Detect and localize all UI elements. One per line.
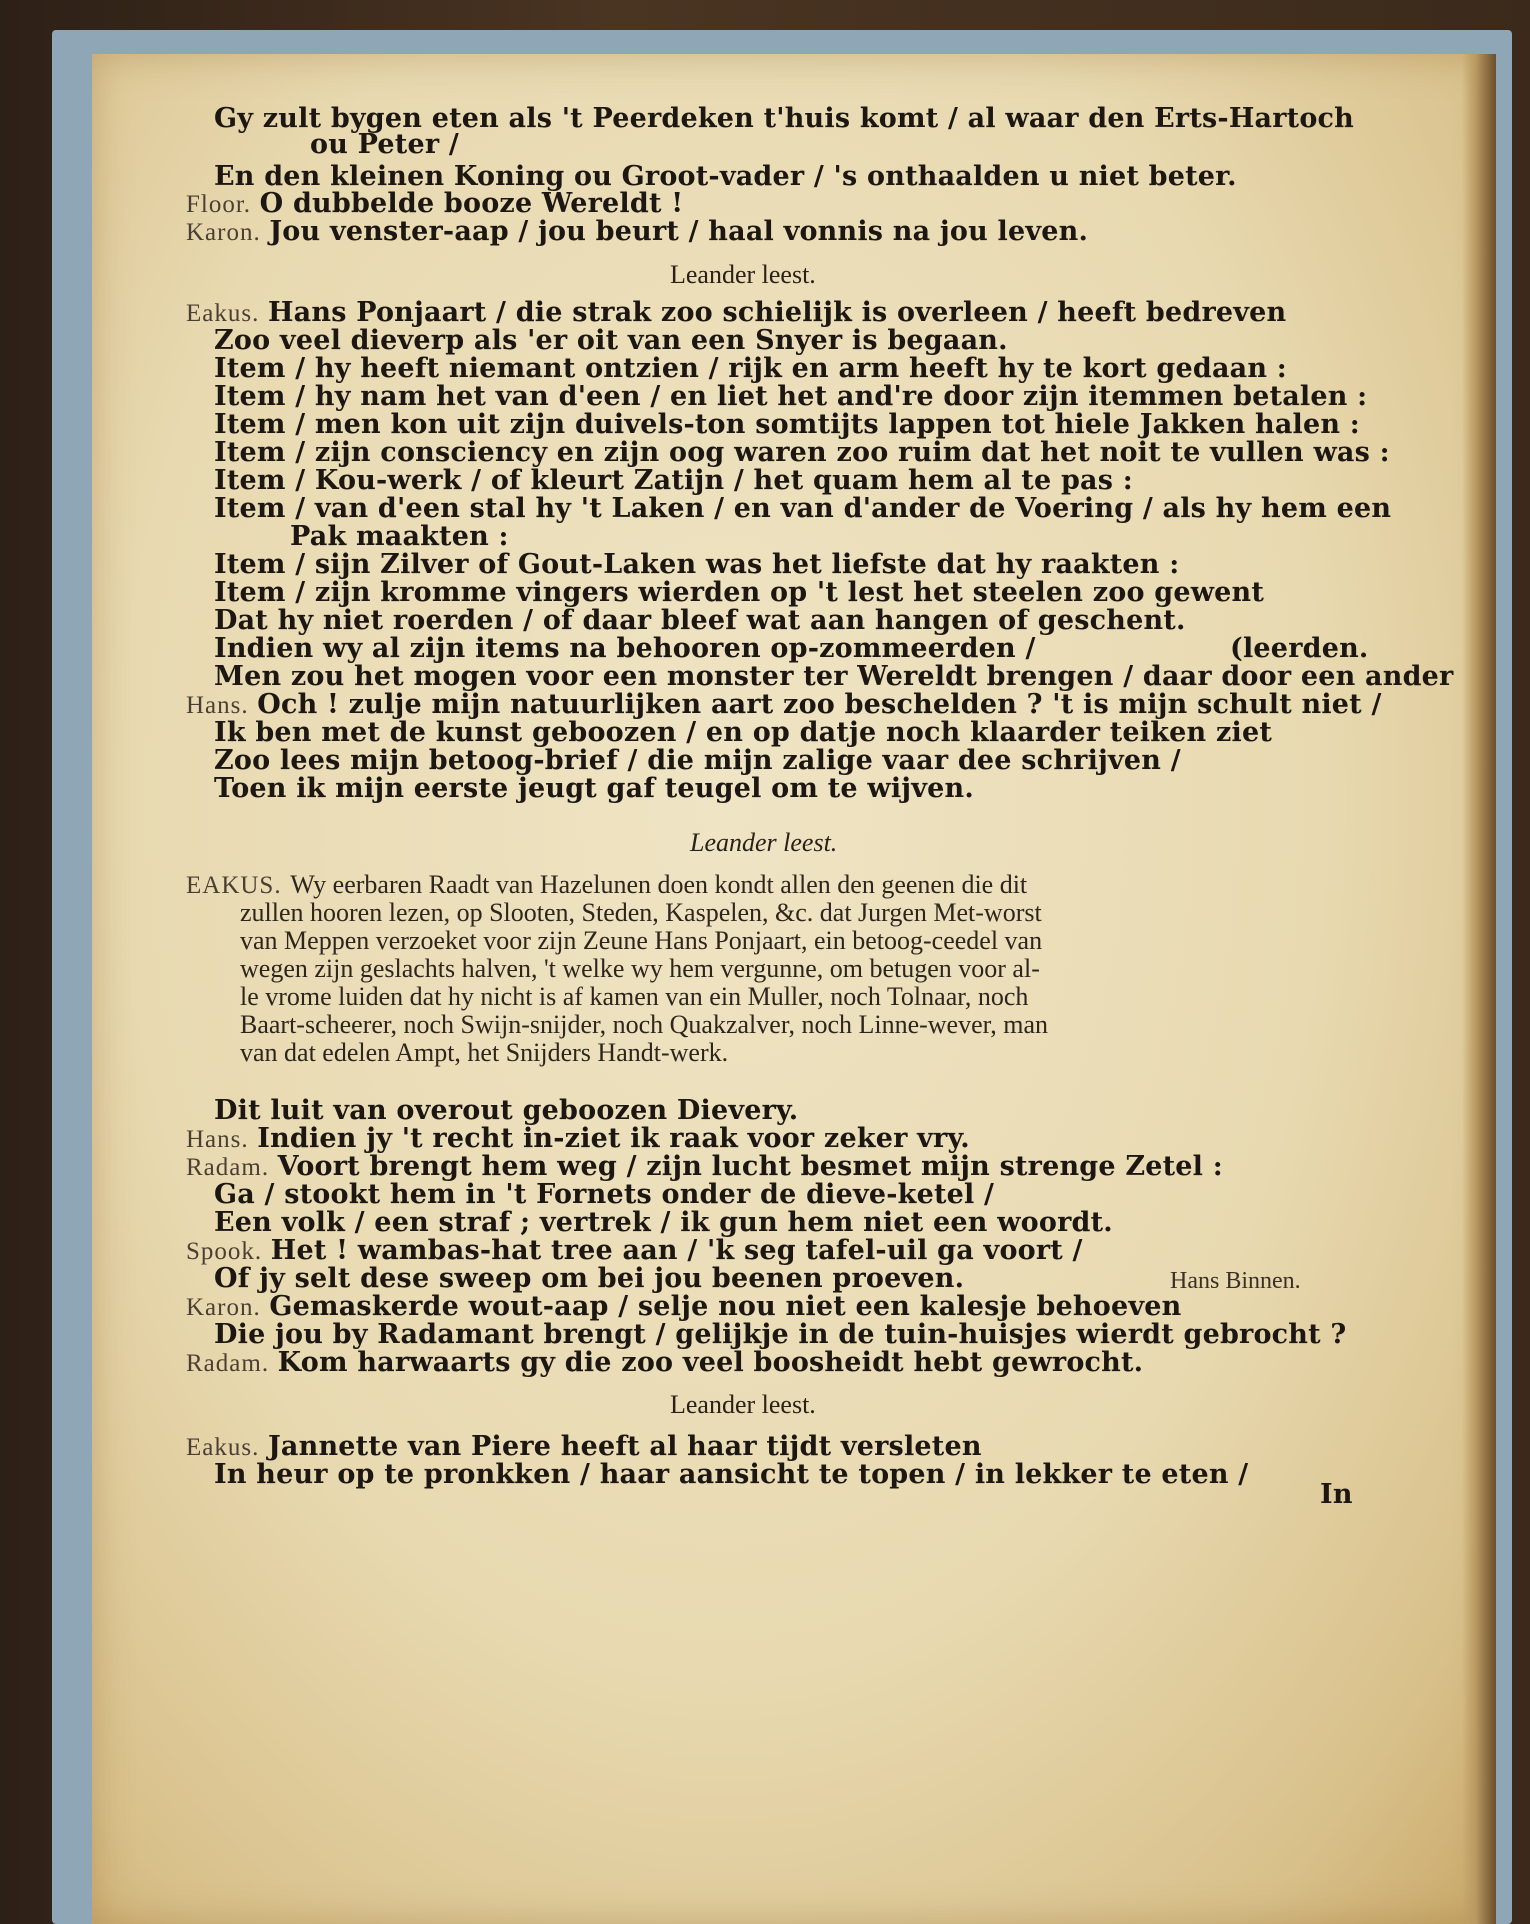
text-line: Pak maakten :: [290, 521, 509, 552]
speaker-name: Eakus.: [186, 300, 260, 327]
speaker-name: Karon.: [186, 1294, 261, 1321]
text-line: Item / hy nam het van d'een / en liet het and're door zijn itemmen betalen :: [214, 381, 1368, 412]
text-line: Gy zult bygen eten als 't Peerdeken t'huis komt / al waar den Erts-Hartoch: [214, 103, 1355, 134]
text-line: Radam. Kom harwaarts gy die zoo veel boosheidt hebt gewrocht.: [186, 1347, 1144, 1378]
text-line: le vrome luiden dat hy nicht is af kamen van ein Muller, noch Tolnaar, noch: [240, 982, 1029, 1011]
text-line: Item / Kou-werk / of kleurt Zatijn / het quam hem al te pas :: [214, 465, 1133, 496]
text-line: van Meppen verzoeket voor zijn Zeune Hans Ponjaart, ein betoog-ceedel van: [240, 926, 1043, 955]
text-line: Hans. Indien jy 't recht in-ziet ik raak voor zeker vry.: [186, 1123, 970, 1154]
text-line: Zoo lees mijn betoog-brief / die mijn zalige vaar dee schrijven /: [214, 745, 1181, 776]
text-line: Dit luit van overout geboozen Dievery.: [214, 1095, 799, 1126]
text-line: Eakus. Hans Ponjaart / die strak zoo schielijk is overleen / heeft bedreven: [186, 297, 1287, 328]
text-line: En den kleinen Koning ou Groot-vader / 's onthaalden u niet beter.: [214, 161, 1237, 192]
text-line: Die jou by Radamant brengt / gelijkje in de tuin-huisjes wierdt gebrocht ?: [214, 1319, 1347, 1350]
speaker-name: Hans.: [186, 692, 249, 719]
text-line: Item / men kon uit zijn duivels-ton somtijts lappen tot hiele Jakken halen :: [214, 409, 1360, 440]
text-line: Item / zijn kromme vingers wierden op 't lest het steelen zoo gewent: [214, 577, 1265, 608]
text-line: Item / hy heeft niemant ontzien / rijk en arm heeft hy te kort gedaan :: [214, 353, 1287, 384]
text-line-right: (leerden.: [1230, 633, 1369, 664]
text-line: Een volk / een straf ; vertrek / ik gun hem niet een woordt.: [214, 1207, 1113, 1238]
text-line: Zoo veel dieverp als 'er oit van een Snyer is begaan.: [214, 325, 1008, 356]
text-line: Dat hy niet roerden / of daar bleef wat aan hangen of geschent.: [214, 605, 1186, 636]
stage-heading: Leander leest.: [690, 828, 838, 857]
speaker-name: Radam.: [186, 1350, 270, 1377]
text-line: EAKUS. Wy eerbaren Raadt van Hazelunen doen kondt allen den geenen die dit: [186, 870, 1028, 899]
speaker-name: Eakus.: [186, 1434, 260, 1461]
text-line: Karon. Jou venster-aap / jou beurt / haal vonnis na jou leven.: [186, 216, 1089, 247]
speaker-name: Hans.: [186, 1126, 249, 1153]
text-line: Eakus. Jannette van Piere heeft al haar tijdt versleten: [186, 1431, 982, 1462]
text-line: Radam. Voort brengt hem weg / zijn lucht besmet mijn strenge Zetel :: [186, 1151, 1223, 1182]
speaker-name: EAKUS.: [186, 872, 282, 899]
text-line: In heur op te pronkken / haar aansicht te topen / in lekker te eten /: [214, 1459, 1249, 1490]
text-line: Ik ben met de kunst geboozen / en op datje noch klaarder teiken ziet: [214, 717, 1273, 748]
text-line: Item / zijn consciency en zijn oog waren zoo ruim dat het noit te vullen was :: [214, 437, 1390, 468]
speaker-name: Floor.: [186, 191, 252, 218]
catchword: In: [1320, 1479, 1353, 1510]
text-line: wegen zijn geslachts halven, 't welke wy hem vergunne, om betugen voor al-: [240, 954, 1040, 983]
speaker-name: Karon.: [186, 219, 261, 246]
text-line: Item / van d'een stal hy 't Laken / en van d'ander de Voering / als hy hem een: [214, 493, 1392, 524]
text-line: Hans. Och ! zulje mijn natuurlijken aart zoo beschelden ? 't is mijn schult niet /: [186, 689, 1382, 720]
stage-heading: Leander leest.: [670, 1390, 816, 1419]
speaker-name: Radam.: [186, 1154, 270, 1181]
text-line: zullen hooren lezen, op Slooten, Steden, Kaspelen, &c. dat Jurgen Met-worst: [240, 898, 1042, 927]
text-line: Item / sijn Zilver of Gout-Laken was het liefste dat hy raakten :: [214, 549, 1180, 580]
text-line: ou Peter /: [310, 129, 459, 160]
stage-direction: Hans Binnen.: [1170, 1268, 1301, 1294]
text-line: Floor. O dubbelde booze Wereldt !: [186, 188, 684, 219]
text-line: Of jy selt dese sweep om bei jou beenen proeven.: [214, 1263, 965, 1294]
page-gutter: [1462, 54, 1496, 1924]
stage-heading: Leander leest.: [670, 260, 816, 289]
text-line: Ga / stookt hem in 't Fornets onder de dieve-ketel /: [214, 1179, 995, 1210]
text-line: Spook. Het ! wambas-hat tree aan / 'k seg tafel-uil ga voort /: [186, 1235, 1083, 1266]
text-line: Karon. Gemaskerde wout-aap / selje nou niet een kalesje behoeven: [186, 1291, 1182, 1322]
text-line: Baart-scheerer, noch Swijn-snijder, noch Quakzalver, noch Linne-wever, man: [240, 1010, 1049, 1039]
text-line: van dat edelen Ampt, het Snijders Handt-werk.: [240, 1038, 729, 1067]
text-line: Indien wy al zijn items na behooren op-zommeerden /: [214, 633, 1036, 664]
text-line: Men zou het mogen voor een monster ter Wereldt brengen / daar door een ander: [214, 661, 1454, 692]
text-line: Toen ik mijn eerste jeugt gaf teugel om te wijven.: [214, 773, 974, 804]
speaker-name: Spook.: [186, 1238, 263, 1265]
